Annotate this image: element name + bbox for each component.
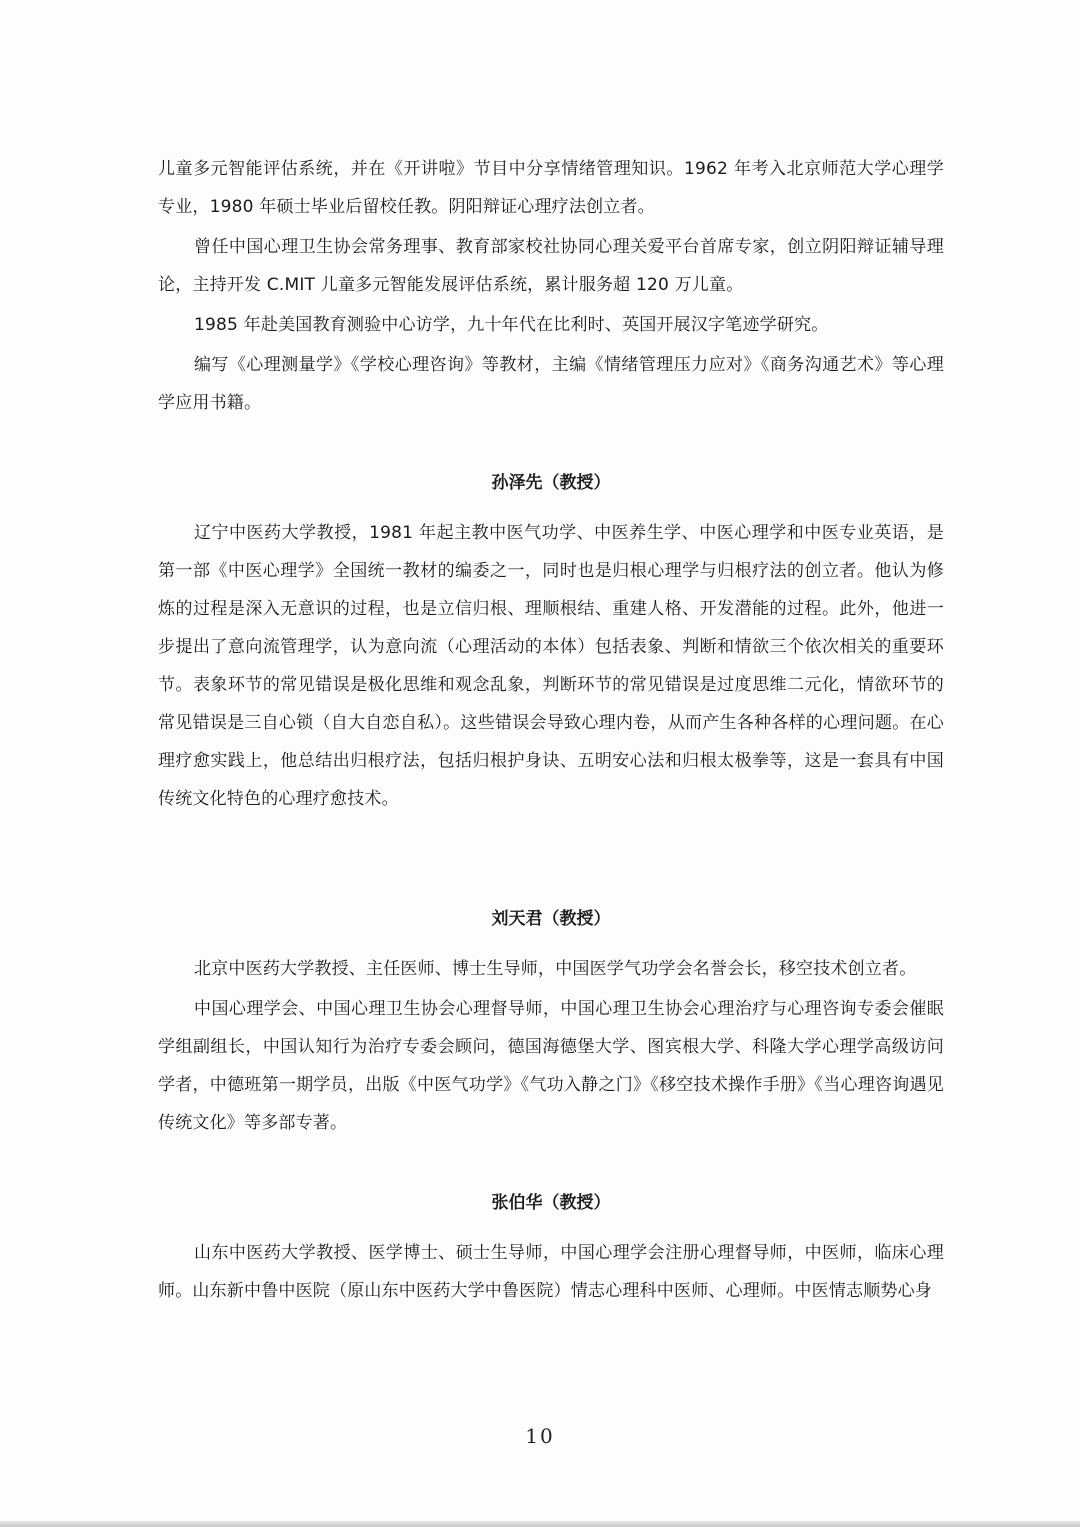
page-number: 10: [525, 1424, 555, 1448]
intro-paragraph-4: 编写《心理测量学》《学校心理咨询》等教材，主编《情绪管理压力应对》《商务沟通艺术》等心理学应用书籍。: [158, 355, 944, 413]
section-title-sun: 孙泽先（教授）: [491, 473, 611, 493]
spacer: [158, 502, 944, 514]
spacer: [158, 938, 944, 950]
page-content: [158, 150, 944, 1312]
scan-bottom-edge: [0, 1521, 1080, 1527]
spacer: [158, 820, 944, 900]
spacer: [158, 1144, 944, 1184]
section-title-zhang: 张伯华（教授）: [491, 1193, 611, 1213]
sun-bio-paragraph: 辽宁中医药大学教授，1981 年起主教中医气功学、中医养生学、中医心理学和中医专业英语，是第一部《中医心理学》全国统一教材的编委之一，同时也是归根心理学与归根疗法的创立者。他认为修炼的过程是深入无意识的过程，也是立信归根、理顺根结、重建人格、开发潜能的过程。此外，他进一步提出了意向流管理学，认为意向流（心理活动的本体）包括表象、判断和情欲三个依次相关的重要环节。表象环节的常见错误是极化思维和观念乱象，判断环节的常见错误是过度思维二元化，情欲环节的常见错误是三自心锁（自大自恋自私）。这些错误会导致心理内卷，从而产生各种各样的心理问题。在心理疗愈实践上，他总结出归根疗法，包括归根护身诀、五明安心法和归根太极拳等，这是一套具有中国传统文化特色的心理疗愈技术。: [158, 523, 944, 809]
intro-paragraph-3: 1985 年赴美国教育测验中心访学，九十年代在比利时、英国开展汉字笔迹学研究。: [194, 315, 829, 335]
section-title-liu: 刘天君（教授）: [491, 909, 611, 929]
liu-bio-paragraph-2: 中国心理学会、中国心理卫生协会心理督导师，中国心理卫生协会心理治疗与心理咨询专委会催眠学组副组长，中国认知行为治疗专委会顾问，德国海德堡大学、图宾根大学、科隆大学心理学高级访问学者，中德班第一期学员，出版《中医气功学》《气功入静之门》《移空技术操作手册》《当心理咨询遇见传统文化》等多部专著。: [158, 999, 944, 1133]
spacer: [158, 424, 944, 464]
liu-bio-paragraph-1: 北京中医药大学教授、主任医师、博士生导师，中国医学气功学会名誉会长，移空技术创立者。: [194, 959, 917, 979]
spacer: [158, 1222, 944, 1234]
intro-paragraph-1: 儿童多元智能评估系统，并在《开讲啦》节目中分享情绪管理知识。1962 年考入北京师范大学心理学专业，1980 年硕士毕业后留校任教。阴阳辩证心理疗法创立者。: [158, 159, 944, 217]
intro-paragraph-2: 曾任中国心理卫生协会常务理事、教育部家校社协同心理关爱平台首席专家，创立阴阳辩证辅导理论，主持开发 C.MIT 儿童多元智能发展评估系统，累计服务超 120 万儿童。: [158, 237, 944, 295]
zhang-bio-paragraph: 山东中医药大学教授、医学博士、硕士生导师，中国心理学会注册心理督导师，中医师，临床心理师。山东新中鲁中医院（原山东中医药大学中鲁医院）情志心理科中医师、心理师。中医情志顺势心身: [158, 1243, 944, 1301]
